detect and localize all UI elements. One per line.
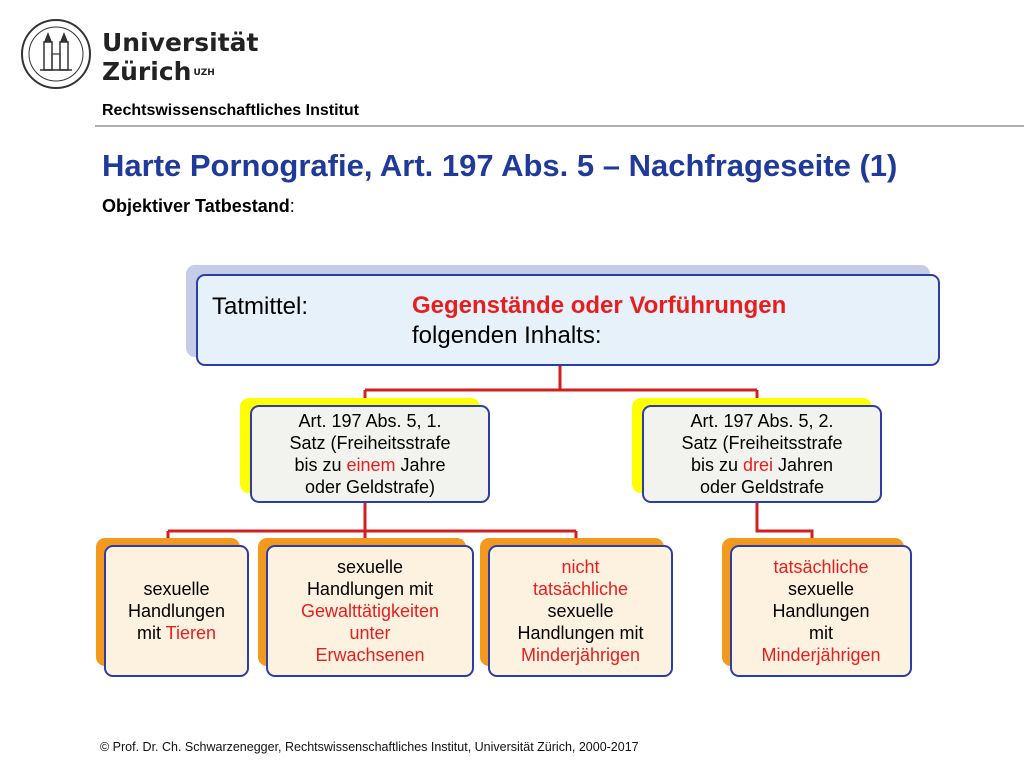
branch-right-line4: oder Geldstrafe bbox=[699, 477, 825, 497]
root-label: Tatmittel: bbox=[212, 293, 309, 320]
leaf2-line2: Handlungen mit bbox=[306, 579, 434, 599]
root-value-red: Gegenstände oder Vorführungen bbox=[412, 292, 787, 319]
branch-right-line1: Art. 197 Abs. 5, 2. bbox=[690, 411, 834, 431]
leaf2-line3: Gewalttätigkeiten bbox=[300, 601, 440, 621]
branch-left-line3-red: einem bbox=[346, 455, 396, 475]
connector-right-branch-to-leaf bbox=[757, 503, 812, 542]
leaf-node-2 bbox=[266, 545, 474, 677]
leaf-node-3 bbox=[488, 545, 673, 677]
branch-left-line4: oder Geldstrafe) bbox=[304, 477, 436, 497]
leaf1-line2: Handlungen bbox=[127, 601, 226, 621]
leaf-node-1 bbox=[104, 545, 249, 677]
branch-left-line3-pre: bis zu bbox=[294, 455, 347, 475]
subtitle-text: Objektiver Tatbestand bbox=[102, 196, 290, 216]
leaf4-line4: mit bbox=[808, 623, 833, 643]
branch-left-line2: Satz (Freiheitsstrafe bbox=[289, 433, 451, 453]
leaf1-line3-pre: mit bbox=[136, 623, 166, 643]
subtitle-colon: : bbox=[289, 196, 295, 216]
leaf2-line1: sexuelle bbox=[336, 557, 404, 577]
leaf2-line4: unter bbox=[349, 623, 391, 643]
copyright-footer: © Prof. Dr. Ch. Schwarzenegger, Rechtswissenschaftliches Institut, Universität Zürich, 2000-2017 bbox=[100, 740, 639, 754]
leaf4-line3: Handlungen bbox=[772, 601, 870, 621]
leaf-node-4 bbox=[730, 545, 912, 677]
branch-node-left bbox=[250, 405, 490, 503]
branch-right-line2: Satz (Freiheitsstrafe bbox=[681, 433, 843, 453]
branch-node-right bbox=[642, 405, 882, 503]
leaf1-line1: sexuelle bbox=[143, 579, 210, 599]
root-node bbox=[196, 274, 940, 366]
leaf4-line2: sexuelle bbox=[787, 579, 855, 599]
leaf4-line1: tatsächliche bbox=[773, 557, 869, 577]
leaf2-line5: Erwachsenen bbox=[315, 645, 425, 665]
institute-name: Rechtswissenschaftliches Institut bbox=[102, 102, 359, 119]
branch-right-line3-post: Jahren bbox=[773, 455, 834, 475]
leaf1-line3-red: Tieren bbox=[165, 623, 217, 643]
connector-left-branch-to-leaves bbox=[168, 503, 576, 542]
root-value bbox=[412, 291, 786, 351]
branch-right-line3-red: drei bbox=[742, 455, 773, 475]
leaf4-line5: Minderjährigen bbox=[761, 645, 881, 665]
branch-left-line3-post: Jahre bbox=[395, 455, 446, 475]
slide-title: Harte Pornografie, Art. 197 Abs. 5 – Nachfrageseite (1) bbox=[102, 148, 898, 183]
uzh-suffix: UZH bbox=[193, 68, 215, 78]
root-value-black: folgenden Inhalts: bbox=[412, 322, 602, 349]
connector-root-to-branches bbox=[365, 366, 757, 400]
leaf3-line2: tatsächliche bbox=[532, 579, 629, 599]
university-name-line2: Zürich bbox=[102, 57, 192, 86]
branch-left-line1: Art. 197 Abs. 5, 1. bbox=[298, 411, 442, 431]
leaf3-line3: sexuelle bbox=[547, 601, 614, 621]
branch-right-line3-pre: bis zu bbox=[690, 455, 743, 475]
leaf3-line1: nicht bbox=[561, 557, 600, 577]
university-name-line1: Universität bbox=[102, 28, 259, 57]
leaf3-line4: Handlungen mit bbox=[517, 623, 644, 643]
leaf3-line5: Minderjährigen bbox=[520, 645, 641, 665]
